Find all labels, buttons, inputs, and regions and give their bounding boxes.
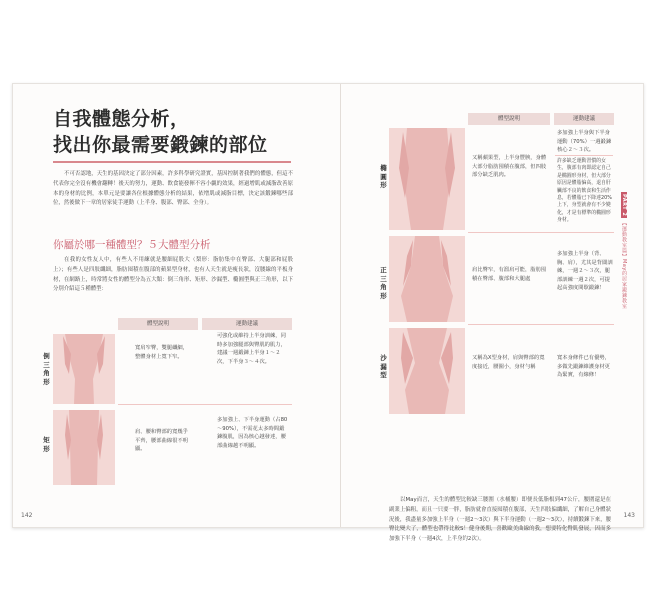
body-type-description: 肩、腰和臀部的寬幾乎平齊，腰部曲線很不明顯。 [135,429,188,453]
part-number-badge: PART 2 [621,194,627,217]
section-heading: 你屬於哪一種體型？５大體型分析 [53,239,211,251]
body-silhouette-image [53,334,115,404]
body-type-description: 又稱為X型身材，肩與臀部的寬度接近，腰圍小，身材勻稱 [472,355,545,370]
row-divider [118,404,292,405]
part-side-tab [619,192,629,309]
intro-paragraph: 不可否認地，天生的基因決定了部分因素，許多科學研究證實，基因控制著我們的體態，但這不代表你完全沒有機會翻轉！後天的努力，運動、飲食能發揮不容小覷的效果，經過增肌或減脂改善原本的身材的比例，本單元是要讓各位根據體態分析的結果，依增肌或減脂目標，決定該鍛鍊哪些部位，然後做下一章的居家徒手運動（上半身、腹部、臀部、全身）。 [53,171,293,207]
body-silhouette-image [53,410,115,485]
body-silhouette-image [389,328,465,414]
page-title [53,106,268,158]
body-type-label: 沙漏型 [380,354,387,379]
page-gutter [340,84,341,527]
left-table-header-advice: 運動建議 [202,318,292,330]
exercise-advice: 可強化或維持上半身訓練，同時多加強腿部與臀肌的肌力，建議一週鍛鍊上半身１～２次，下半身３～４次。 [217,333,286,365]
left-table-header-desc: 體型說明 [118,318,198,330]
body-type-label: 倒三角形 [43,352,50,386]
part-chapter-title: 【運動教室篇】May的居家鍛鍊教室 [621,220,627,310]
body-type-label: 矩形 [43,436,50,453]
page-number-right: 143 [623,512,635,519]
personal-example-paragraph: 以May而言，天生的體型比較缺三腰圍（水桶腰）即便長低脂根到47公斤，腰圍還是在副業上偏粗，而且一只要一胖，脂肪就會直接囤積在腹部，天生四肢偏纖細，了解自己身體狀況後，我盡量多加強上半身（一週2～3次）與下半身運動（一週2～3次），持續鍛鍊下來，腰臀比變大了，體型也帶得比較S！健身後期，喜歡歐美曲線的我，想要特化臀肌發展，因而多加強下半身（一週4次，上半身約2次）。 [389,497,611,543]
page-number-left: 142 [21,512,33,519]
body-type-description: 肩比臀窄，有溜肩可能，脂肪囤積在臀部、腹部和大腿處 [472,267,547,282]
title-line-2: 找出你最需要鍛鍊的部位 [53,134,268,156]
body-type-label: 正三角形 [380,266,387,300]
exercise-advice: 多加強上、下半身運動（占80～90%），不需花太多時間鍛鍊腹肌，因為核心越發達，腰部曲線越不明顯。 [217,417,288,449]
advice-divider [555,155,613,156]
exercise-advice: 多加強上半身（背、胸、肩），尤其是背闊訓練，一週２～３次，腿部訓練一週２次，可提起高強度間歇鍛鍊！ [557,251,613,292]
body-silhouette-image [389,128,465,230]
title-line-1: 自我體態分析， [53,108,190,130]
exercise-advice-note: 許多缺乏運動習慣的女生，腹部有肉即認定自己是橢圓形身材，但大部分原因是體脂偏高，退自肝臟部不良的飲食和生活作息，若體脂已下降達20%上下，身型就會有不少變化，才是有標準的橢圓形身材。 [557,158,612,224]
book-spread [12,83,644,543]
exercise-advice: 寬本身條件已有優勢，多做先鍛鍊維護身材更為緊實，有線條！ [557,355,610,379]
row-divider [468,324,614,325]
body-type-description: 寬肩窄臀，雙腿纖細，整體身材上寬下窄。 [135,345,188,360]
body-type-description: 又稱蘋果型，上半身豐腴，身體大部分脂肪囤積在腹部，但四肢部分缺乏肌肉。 [472,155,547,179]
section-paragraph: 在我的女性友人中，有些人不用練就是腰細屁股大（梨形：脂肪集中在臀部、大腿部和屁股上）；有些人是四肢纖細，脂肪囤積在腹部的蘋果型身材，也有人天生就是瘦長狀，沒腰線的平板身材，在網路上，時常將女性的體型分為五大類：倒三角形、矩形、沙漏型、橢圓型與正三角形，以下分別介紹這５種體型： [53,257,293,293]
exercise-advice: 多加強上半身與下半身運動（70%）一週鍛鍊核心２～３次。 [557,130,612,154]
body-type-label: 橢圓形 [380,164,387,189]
right-table-header-advice: 運動建議 [554,113,614,125]
body-silhouette-image [389,236,465,322]
row-divider [468,232,614,233]
title-underline [53,161,291,163]
right-table-header-desc: 體型說明 [468,113,550,125]
